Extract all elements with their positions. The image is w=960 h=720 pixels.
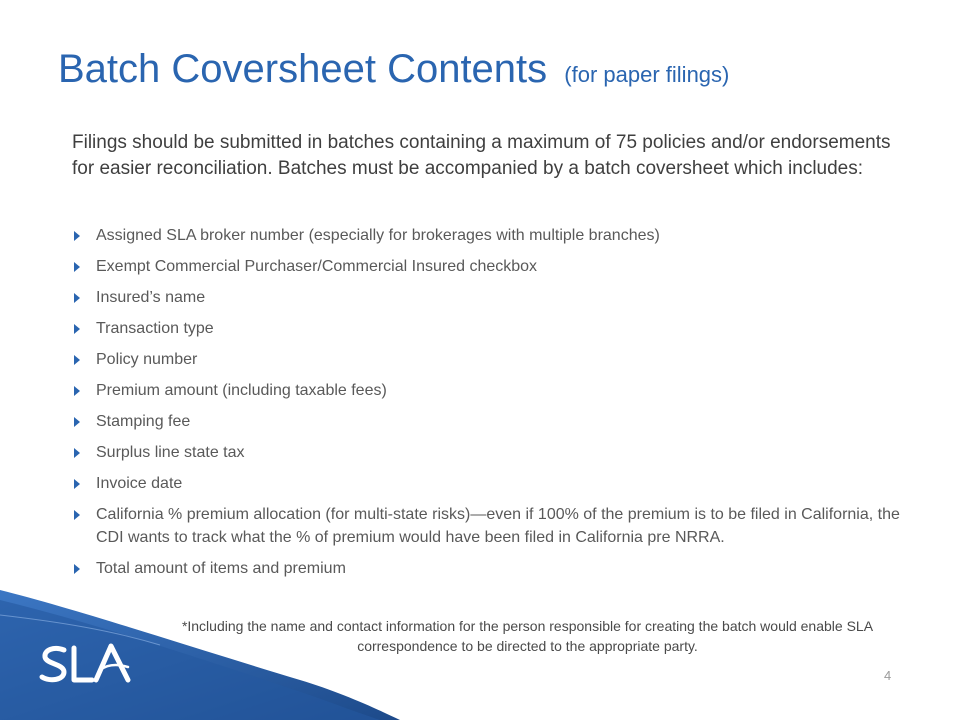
page-number: 4	[884, 668, 892, 683]
title-subtitle: (for paper filings)	[564, 62, 730, 87]
list-item	[72, 255, 902, 278]
bullet-arrow-icon	[74, 355, 80, 365]
list-item	[72, 317, 902, 340]
list-item	[72, 441, 902, 464]
bullet-text: Total amount of items and premium	[96, 560, 346, 577]
bullet-text: Surplus line state tax	[96, 444, 245, 461]
bullet-arrow-icon	[74, 324, 80, 334]
footnote: *Including the name and contact information for the person responsible for creating the batch would enable SLA correspondence to be directed to the appropriate party.	[181, 618, 874, 654]
intro-paragraph: Filings should be submitted in batches containing a maximum of 75 policies and/or endorsements for easier reconciliation. Batches must be accompanied by a batch coversheet which includes:	[72, 132, 891, 179]
bullet-text: Stamping fee	[96, 413, 191, 430]
bullet-text: Policy number	[96, 351, 198, 368]
sla-logo	[36, 640, 136, 692]
bullet-text: Invoice date	[96, 475, 183, 492]
list-item	[72, 286, 902, 309]
bullet-arrow-icon	[74, 262, 80, 272]
bullet-text: California % premium allocation (for multi-state risks)—even if 100% of the premium is to be filed in California, the CDI wants to track what the % of premium would have been filed in California pre NRRA.	[96, 506, 900, 546]
list-item	[72, 224, 902, 247]
bullet-arrow-icon	[74, 293, 80, 303]
list-item	[72, 348, 902, 371]
bullet-arrow-icon	[74, 564, 80, 574]
bullet-text: Insured’s name	[96, 289, 206, 306]
bullet-text: Exempt Commercial Purchaser/Commercial Insured checkbox	[96, 258, 538, 275]
page-title	[58, 46, 729, 92]
list-item	[72, 379, 902, 402]
title-main: Batch Coversheet Contents	[58, 47, 548, 91]
bullet-text: Transaction type	[96, 320, 214, 337]
bullet-arrow-icon	[74, 510, 80, 520]
bullet-list	[72, 224, 902, 588]
bullet-text: Premium amount (including taxable fees)	[96, 382, 387, 399]
bullet-arrow-icon	[74, 386, 80, 396]
list-item	[72, 472, 902, 495]
bullet-arrow-icon	[74, 417, 80, 427]
list-item	[72, 503, 902, 549]
bullet-arrow-icon	[74, 479, 80, 489]
list-item	[72, 410, 902, 433]
bullet-text: Assigned SLA broker number (especially for brokerages with multiple branches)	[96, 227, 660, 244]
bullet-arrow-icon	[74, 231, 80, 241]
bullet-arrow-icon	[74, 448, 80, 458]
list-item	[72, 557, 902, 580]
